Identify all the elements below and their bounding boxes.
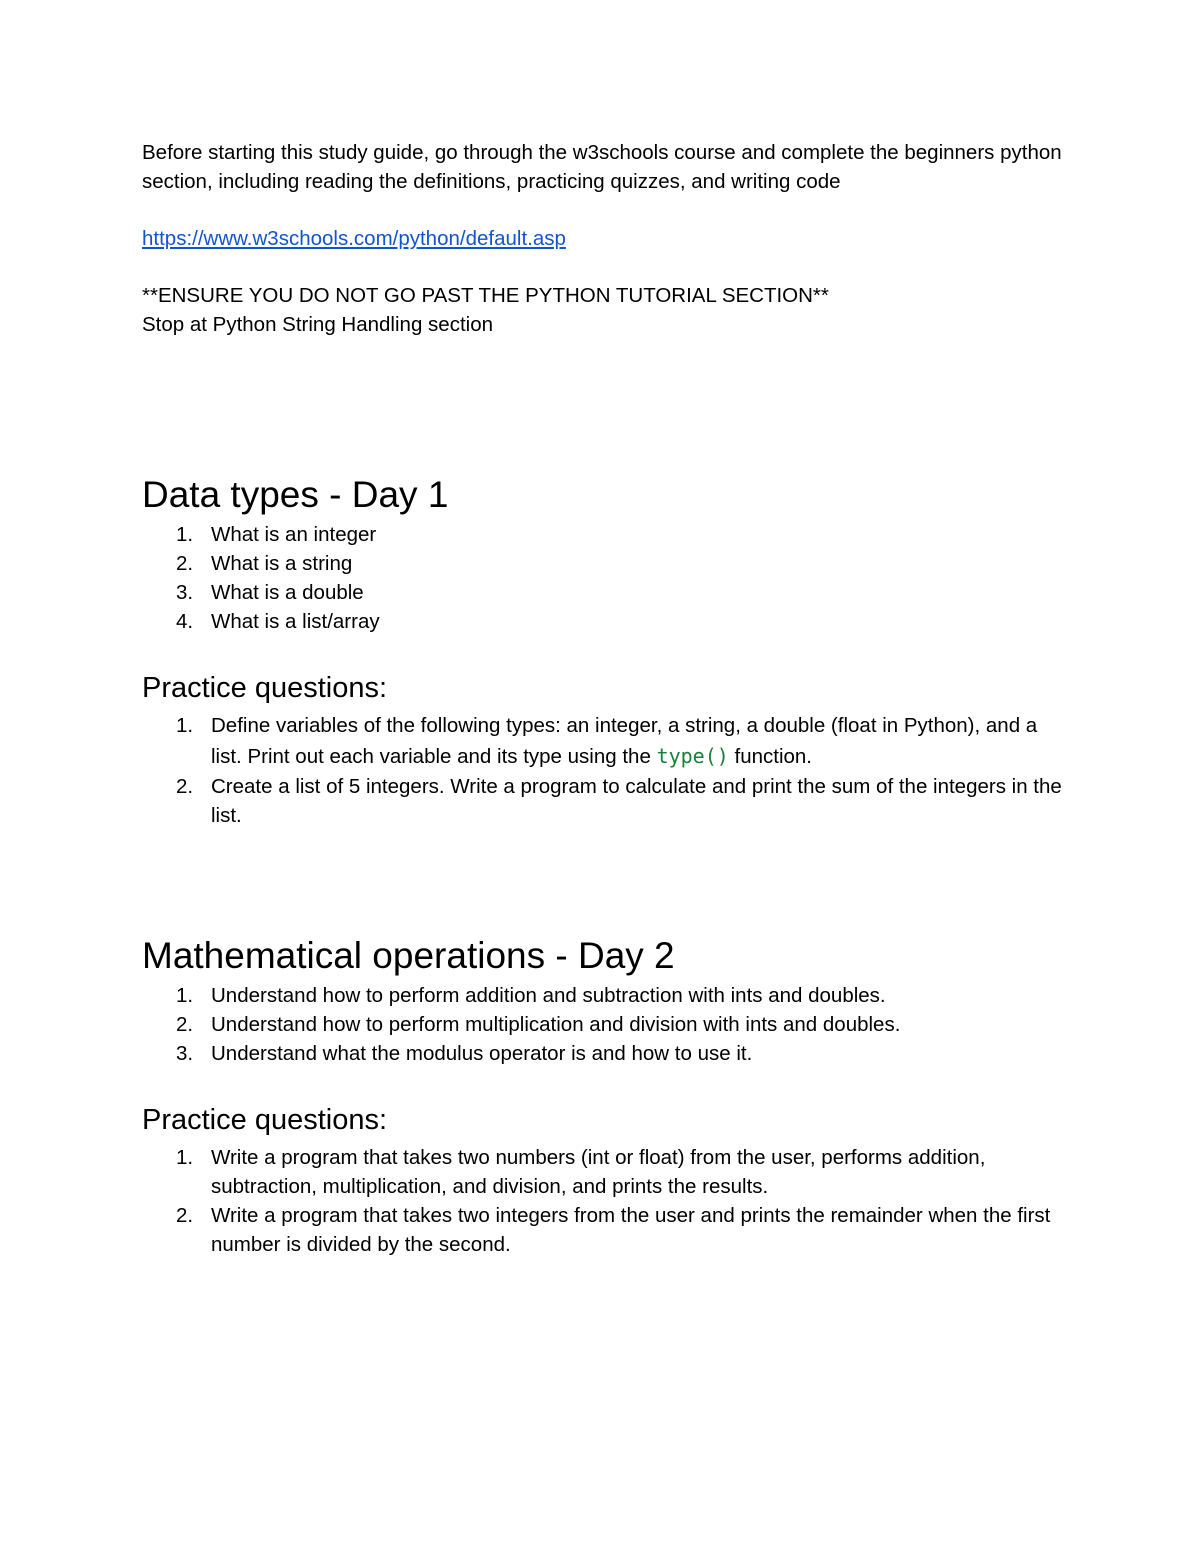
day1-practice-heading: Practice questions:	[142, 672, 388, 704]
day2-list	[142, 981, 1072, 1068]
list-item: 3. What is a double	[176, 581, 364, 604]
list-item: 2. Understand how to perform multiplication and division with ints and doubles.	[176, 1013, 901, 1036]
list-item: 2. Write a program that takes two integers from the user and prints the remainder when the first number is divided by the second.	[176, 1204, 1051, 1256]
day2-practice-heading: Practice questions:	[142, 1104, 388, 1136]
list-item: 1. What is an integer	[176, 523, 377, 546]
list-item: 1. Define variables of the following types: an integer, a string, a double (float in Python), and a list. Print out each variable and its type using the type() function.	[176, 714, 1038, 768]
day1-practice-list	[142, 711, 1072, 830]
warning-text: **ENSURE YOU DO NOT GO PAST THE PYTHON TUTORIAL SECTION**	[142, 284, 829, 307]
list-item: 1. Understand how to perform addition and subtraction with ints and doubles.	[176, 984, 886, 1007]
list-item: 1. Write a program that takes two numbers (int or float) from the user, performs addition, subtraction, multiplication, and division, and prints the results.	[176, 1146, 986, 1198]
list-item: 4. What is a list/array	[176, 610, 380, 633]
list-item: 2. What is a string	[176, 552, 353, 575]
day1-list	[142, 520, 1072, 636]
day2-heading: Mathematical operations - Day 2	[142, 935, 675, 976]
list-item: 3. Understand what the modulus operator is and how to use it.	[176, 1042, 753, 1065]
document-page	[142, 138, 1072, 1259]
day1-heading: Data types - Day 1	[142, 474, 449, 515]
list-item: 2. Create a list of 5 integers. Write a program to calculate and print the sum of the integers in the list.	[176, 775, 1062, 827]
intro-paragraph: Before starting this study guide, go through the w3schools course and complete the beginners python section, including reading the definitions, practicing quizzes, and writing code	[142, 141, 1062, 193]
day2-practice-list	[142, 1143, 1072, 1259]
w3schools-link[interactable]: https://www.w3schools.com/python/default.asp	[142, 227, 566, 250]
type-function-code: type()	[656, 744, 729, 768]
stop-note: Stop at Python String Handling section	[142, 313, 493, 336]
